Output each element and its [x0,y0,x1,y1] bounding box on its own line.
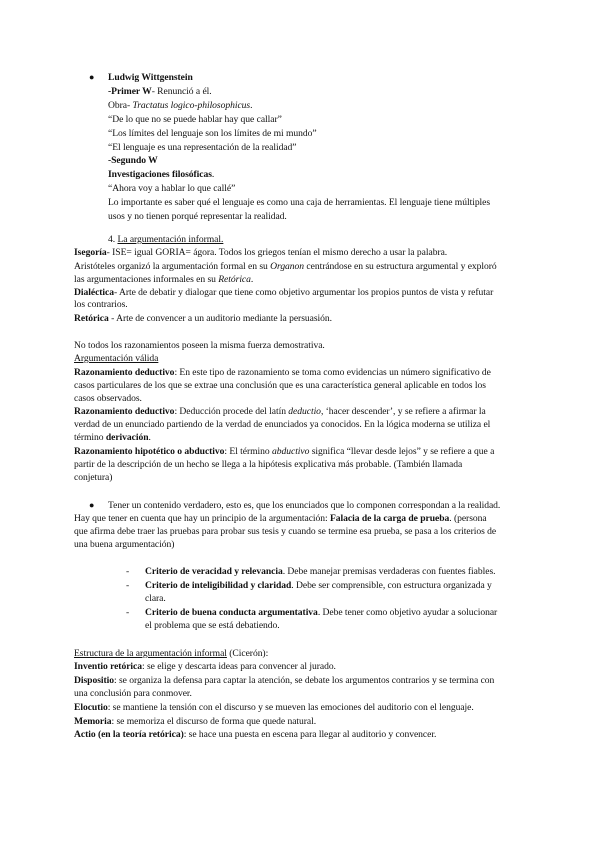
criterio-buena-conducta-cont: el problema que se está debatiendo. [145,620,280,631]
argumentacion-valida-heading: Argumentación válida [74,353,159,364]
deductivo-text-c: término [74,432,106,443]
inductivo-line-2: casos particulares de los que se extrae una conclusión que es una característica general aplicable en todos los [74,380,486,391]
aristoteles-b: centrándose en su estructura argumental y exploró [304,261,497,272]
elocutio-line [74,702,474,714]
deductivo-term: Razonamiento deductivo [74,406,175,417]
bullet-icon: ● [89,72,95,82]
memoria-text: : se memoriza el discurso de forma que quede natural. [111,716,317,727]
aristoteles-line-2 [74,274,253,286]
criterio-inteligibilidad [145,580,492,592]
aristoteles-line-1 [74,261,497,273]
actio-line [74,729,436,741]
dialectica-term: Dialéctica [74,287,114,298]
aristoteles-c: las argumentaciones informales en su [74,274,219,285]
inductivo-text: : En este tipo de razonamiento se toma como evidencias un número significativo de [174,367,491,378]
wittgenstein-heading: Ludwig Wittgenstein [108,72,193,83]
retorica-text: - Arte de convencer a un auditorio mediante la persuasión. [108,313,332,324]
elocutio-term: Elocutio [74,702,108,713]
deductivo-line-3 [74,432,151,444]
obra-end: . [250,100,253,111]
deductivo-text-d: . [148,432,151,443]
deductivo-text-a: : Deducción procede del latín [174,406,289,417]
inductivo-term: Razonamiento deductivo [74,367,175,378]
inventio-term: Inventio retórica [74,661,142,672]
carga-line-3: una buena argumentación) [74,539,175,550]
isegoria-line [74,247,447,259]
estructura-heading [74,648,268,660]
criterio-dash-3: - [126,607,130,618]
inductivo-line-3: casos observados. [74,393,142,404]
section-number: 4. [108,234,116,245]
criterio-term: Criterio de veracidad y relevancia [145,566,283,577]
quote-3: “El lenguaje es una representación de la realidad” [108,142,297,153]
dialectica-text: - Arte de debatir y dialogar que tiene como objetivo argumentar los propios puntos de vista y refutar [114,287,494,298]
actio-term: Actio (en la teoría retórica) [74,729,184,740]
aristoteles-a: Aristóteles organizó la argumentación formal en su [74,261,271,272]
abductivo-text-a: : El término [224,446,272,457]
organon-title: Organon [270,261,305,272]
criterio-inteligibilidad-cont: clara. [145,593,166,604]
retorica-term: Retórica [74,313,109,324]
criterio-term: Criterio de buena conducta argumentativa [145,607,318,618]
dispositio-line-1 [74,675,494,687]
summary-line-2: usos y no tienen porqué representar la realidad. [108,211,287,222]
deductio-word: deductio [288,406,321,417]
criterio-dash-2: - [126,580,130,591]
investigaciones-line [108,169,214,181]
criterio-term: Criterio de inteligibilidad y claridad [145,580,292,591]
isegoria-term: Isegoría [74,247,107,258]
aristoteles-d: . [250,274,254,285]
investigaciones-end: . [211,169,215,180]
abductivo-line-3: conjetura) [74,472,113,483]
retorica-line [74,313,332,325]
abductivo-line-1 [74,446,494,458]
quote-4: “Ahora voy a hablar lo que callé” [108,183,236,194]
estructura-title-end: (Cicerón): [226,648,269,659]
section-4-heading [108,234,223,246]
primer-w-line [108,86,212,98]
contenido-verdadero-item: Tener un contenido verdadero, esto es, que los enunciados que lo componen correspondan a la realidad. [108,500,501,511]
segundo-w-label: -Segundo W [108,155,158,166]
investigaciones-title: Investigaciones filosóficas [108,169,212,180]
dialectica-line-1 [74,287,493,299]
derivacion-term: derivación [105,432,149,443]
abductivo-word: abductivo [272,446,310,457]
criterio-text: . Debe ser comprensible, con estructura organizada y [291,580,492,591]
abductivo-term: Razonamiento hipotético o abductivo [74,446,225,457]
section-title: La argumentación informal. [117,234,224,245]
razonamientos-intro: No todos los razonamientos poseen la misma fuerza demostrativa. [74,340,325,351]
dispositio-term: Dispositio [74,675,115,686]
deductivo-line-1 [74,406,486,418]
carga-text-a: Hay que tener en cuenta que hay un principio de la argumentación: [74,513,330,524]
abductivo-line-2: partir de la descripción de un hecho se llega a la hipótesis explicativa más probable. (También llamada [74,459,463,470]
actio-text: : se hace una puesta en escena para llegar al auditorio y convencer. [183,729,437,740]
criterio-veracidad [145,566,495,578]
memoria-line [74,716,316,728]
inventio-line [74,661,336,673]
obra-line [108,100,252,112]
estructura-title: Estructura de la argumentación informal [74,648,227,659]
carga-line-2: que afirma debe traer las pruebas para probar sus tesis y cuando se termine esa prueba, se pasa a los criterios de [74,526,497,537]
quote-2: “Los límites del lenguaje son los límites de mi mundo” [108,128,317,139]
abductivo-text-b: significa “llevar desde lejos” y se refiere a que a [309,446,495,457]
isegoria-text: - ISE= igual GORIA= ágora. Todos los griegos tenían el mismo derecho a usar la palabra. [106,247,448,258]
obra-title: Tractatus logico-philosophicus [132,100,251,111]
retorica-title: Retórica [218,274,251,285]
memoria-term: Memoria [74,716,112,727]
bullet-icon: ● [89,500,95,510]
elocutio-text: : se mantiene la tensión con el discurso y se mueven las emociones del auditorio con el lenguaje. [107,702,474,713]
summary-line-1: Lo importante es saber qué el lenguaje es como una caja de herramientas. El lenguaje tiene múltiples [108,197,491,208]
dialectica-line-2: los contrarios. [74,299,128,310]
primer-w-text: - Renunció a él. [151,86,212,97]
criterio-text: . Debe tener como objetivo ayudar a solucionar [317,607,498,618]
inventio-text: : se elige y descarta ideas para convencer al jurado. [141,661,336,672]
inductivo-line-1 [74,367,491,379]
falacia-term: Falacia de la carga de prueba [330,513,450,524]
criterio-buena-conducta [145,607,497,619]
deductivo-line-2: verdad de un enunciado partiendo de la verdad de enunciados ya conocidos. En la lógica moderna se utiliza el [74,419,491,430]
quote-1: “De lo que no se puede hablar hay que callar” [108,114,282,125]
deductivo-text-b: , ‘hacer descender’, y se refiere a afirmar la [320,406,486,417]
criterio-text: . Debe manejar premisas verdaderas con fuentes fiables. [282,566,496,577]
primer-w-label: -Primer W [108,86,152,97]
carga-line-1 [74,513,487,525]
criterio-dash-1: - [126,566,130,577]
obra-label: Obra- [108,100,133,111]
carga-text-b: . (persona [449,513,487,524]
dispositio-text: : se organiza la defensa para captar la atención, se debate los argumentos contrarios y se termina con [114,675,495,686]
dispositio-line-2: una conclusión para conmover. [74,688,192,699]
